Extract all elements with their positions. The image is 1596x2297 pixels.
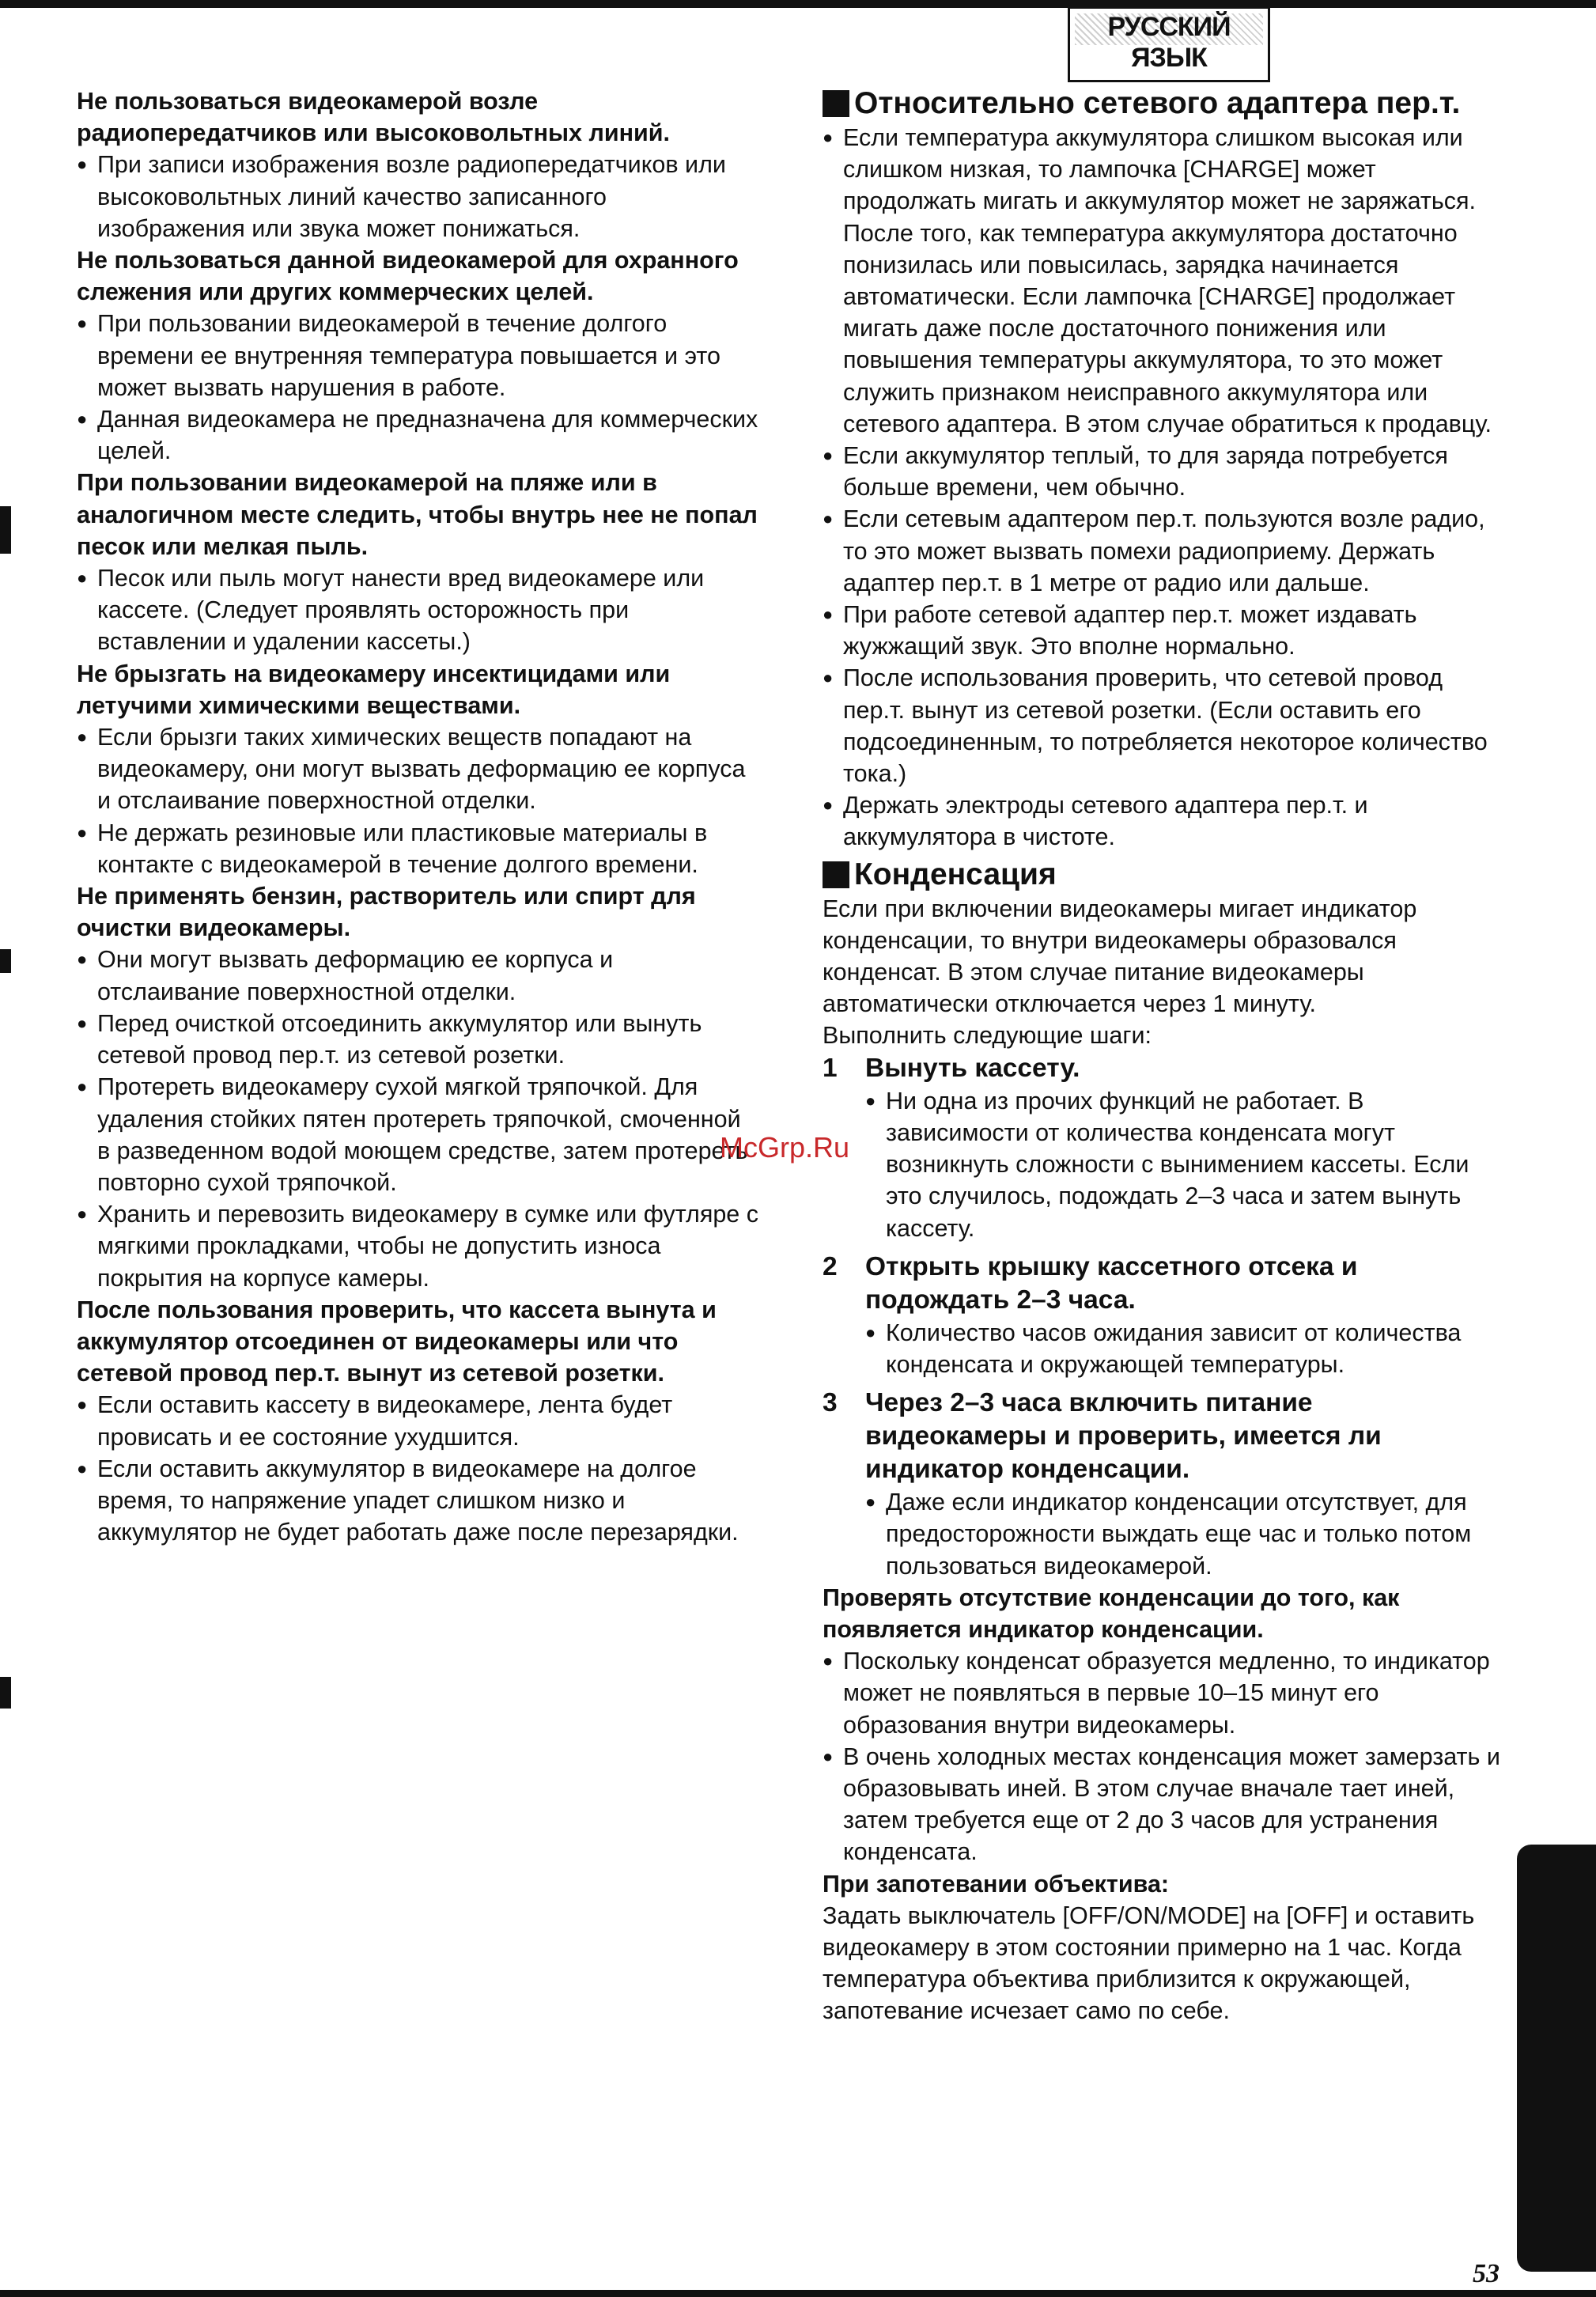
- bullet-item: ● При записи изображения возле радиопередатчиков или высоковольтных линий качество записанного изображения или звука может понижаться.: [77, 149, 758, 244]
- step-note: ● Количество часов ожидания зависит от количества конденсата и окружающей температуры.: [865, 1317, 1501, 1380]
- step-number: 1: [823, 1053, 838, 1083]
- section-square-icon: [823, 861, 849, 888]
- page-number: 53: [1473, 2259, 1500, 2288]
- bullet-item: ● При работе сетевой адаптер пер.т. может издавать жужжащий звук. Это вполне нормально.: [823, 599, 1501, 662]
- heading-check-condensation: Проверять отсутствие конденсации до того, как появляется индикатор конденсации.: [823, 1584, 1400, 1643]
- language-badge: [1068, 6, 1270, 82]
- step-title: Вынуть кассету.: [865, 1053, 1080, 1083]
- intro-paragraph: Если при включении видеокамеры мигает индикатор конденсации, то внутри видеокамеры образовался конденсат. В этом случае питание видеокамеры автоматически отключается через 1 минуту.: [823, 895, 1417, 1018]
- step-number: 3: [823, 1388, 838, 1418]
- section-square-icon: [823, 90, 849, 117]
- section-title: Конденсация: [854, 857, 1057, 891]
- step-number: 2: [823, 1251, 838, 1281]
- heading-commercial: Не пользоваться данной видеокамерой для охранного слежения или других коммерческих целей.: [77, 247, 739, 306]
- bullet-item: ● Данная видеокамера не предназначена для коммерческих целей.: [77, 403, 758, 467]
- section-heading-adapter: [823, 85, 1501, 122]
- heading-after-use: После пользования проверить, что кассета вынута и аккумулятор отсоединен от видеокамеры или что сетевой провод пер.т. вынут из сетевой розетки.: [77, 1296, 717, 1387]
- heading-solvents: Не применять бензин, растворитель или спирт для очистки видеокамеры.: [77, 883, 696, 942]
- left-column: [77, 85, 758, 1548]
- bullet-item: ● Если оставить аккумулятор в видеокамере на долгое время, то напряжение упадет слишком низко и аккумулятор не будет работать даже после перезарядки.: [77, 1453, 758, 1549]
- bullet-item: ● Они могут вызвать деформацию ее корпуса и отслаивание поверхностной отделки.: [77, 944, 758, 1007]
- right-column: [823, 85, 1501, 2027]
- bullet-item: ● Если температура аккумулятора слишком высокая или слишком низкая, то лампочка [CHARGE] может продолжать мигать и аккумулятор может не заряжаться. После того, как температура аккумулятора достаточно понизилась или повысилась, зарядка начинается автоматически. Если лампочка [CHARGE] продолжает мигать даже после достаточного понижения или повышения температуры аккумулятора, то это может служить признаком неисправного аккумулятора или сетевого адаптера. В этом случае обратиться к продавцу.: [823, 122, 1501, 440]
- step-3: [823, 1387, 1501, 1486]
- step-2: [823, 1251, 1501, 1317]
- step-note: ● Ни одна из прочих функций не работает. В зависимости от количества конденсата могут возникнуть сложности с вынимением кассеты. Если это случилось, подождать 2–3 часа и затем вынуть кассету.: [865, 1085, 1501, 1244]
- bullet-item: ● Поскольку конденсат образуется медленно, то индикатор может не появляться в первые 10–15 минут его образования внутри видеокамеры.: [823, 1645, 1501, 1741]
- bullet-item: ● Протереть видеокамеру сухой мягкой тряпочкой. Для удаления стойких пятен протереть тряпочкой, смоченной в разведенном водой моющем средстве, затем протереть повторно сухой тряпочкой.: [77, 1071, 758, 1198]
- section-title: Относительно сетевого адаптера пер.т.: [854, 86, 1461, 120]
- bottom-border: [0, 2290, 1596, 2297]
- bullet-item: ● Не держать резиновые или пластиковые материалы в контакте с видеокамерой в течение долгого времени.: [77, 817, 758, 880]
- bullet-item: ● При пользовании видеокамерой в течение долгого времени ее внутренняя температура повышается и это может вызвать нарушения в работе.: [77, 308, 758, 403]
- heading-beach: При пользовании видеокамерой на пляже или в аналогичном месте следить, чтобы внутрь нее не попал песок или мелкая пыль.: [77, 469, 758, 560]
- top-border: [0, 0, 1596, 8]
- scan-edge-mark: [0, 949, 11, 973]
- scan-edge-mark: [0, 506, 11, 554]
- bullet-item: ● Если сетевым адаптером пер.т. пользуются возле радио, то это может вызвать помехи радиоприему. Держать адаптер пер.т. в 1 метре от радио или дальше.: [823, 503, 1501, 599]
- side-index-tab: [1517, 1845, 1596, 2272]
- step-title: Через 2–3 часа включить питание видеокамеры и проверить, имеется ли индикатор конденсации.: [865, 1388, 1382, 1485]
- bullet-item: ● После использования проверить, что сетевой провод пер.т. вынут из сетевой розетки. (Если оставить его подсоединенным, то потребляется некоторое количество тока.): [823, 662, 1501, 789]
- watermark: McGrp.Ru: [720, 1131, 850, 1164]
- heading-radio: Не пользоваться видеокамерой возле радиопередатчиков или высоковольтных линий.: [77, 88, 671, 147]
- bullet-item: ● Если аккумулятор теплый, то для заряда потребуется больше времени, чем обычно.: [823, 440, 1501, 503]
- bullet-item: ● Хранить и перевозить видеокамеру в сумке или футляре с мягкими прокладками, чтобы не допустить износа покрытия на корпусе камеры.: [77, 1198, 758, 1294]
- heading-lens-fog: При запотевании объектива:: [823, 1870, 1170, 1898]
- bullet-item: ● Перед очисткой отсоединить аккумулятор или вынуть сетевой провод пер.т. из сетевой розетки.: [77, 1008, 758, 1071]
- step-note: ● Даже если индикатор конденсации отсутствует, для предосторожности выждать еще час и только потом пользоваться видеокамерой.: [865, 1486, 1501, 1582]
- bullet-item: ● Если брызги таких химических веществ попадают на видеокамеру, они могут вызвать деформацию ее корпуса и отслаивание поверхностной отделки.: [77, 721, 758, 817]
- bullet-item: ● Если оставить кассету в видеокамере, лента будет провисать и ее состояние ухудшится.: [77, 1389, 758, 1452]
- step-title: Открыть крышку кассетного отсека и подождать 2–3 часа.: [865, 1251, 1358, 1315]
- lens-paragraph: Задать выключатель [OFF/ON/MODE] на [OFF] и оставить видеокамеру в этом состоянии примерно на 1 час. Когда температура объектива приблизится к окружающей, запотевание исчезает само по себе.: [823, 1902, 1475, 2025]
- scan-edge-mark: [0, 1677, 11, 1709]
- bullet-item: ● Держать электроды сетевого адаптера пер.т. и аккумулятора в чистоте.: [823, 789, 1501, 853]
- steps-intro: Выполнить следующие шаги:: [823, 1022, 1152, 1050]
- bullet-item: ● В очень холодных местах конденсация может замерзать и образовывать иней. В этом случае вначале тает иней, затем требуется еще от 2 до 3 часов для устранения конденсата.: [823, 1741, 1501, 1868]
- bullet-item: ● Песок или пыль могут нанести вред видеокамере или кассете. (Следует проявлять осторожность при вставлении и удалении кассеты.): [77, 562, 758, 658]
- language-label: РУССКИЙ ЯЗЫК: [1107, 12, 1231, 73]
- section-heading-condensation: [823, 857, 1501, 893]
- heading-insecticides: Не брызгать на видеокамеру инсектицидами или летучими химическими веществами.: [77, 660, 671, 719]
- step-1: [823, 1052, 1501, 1085]
